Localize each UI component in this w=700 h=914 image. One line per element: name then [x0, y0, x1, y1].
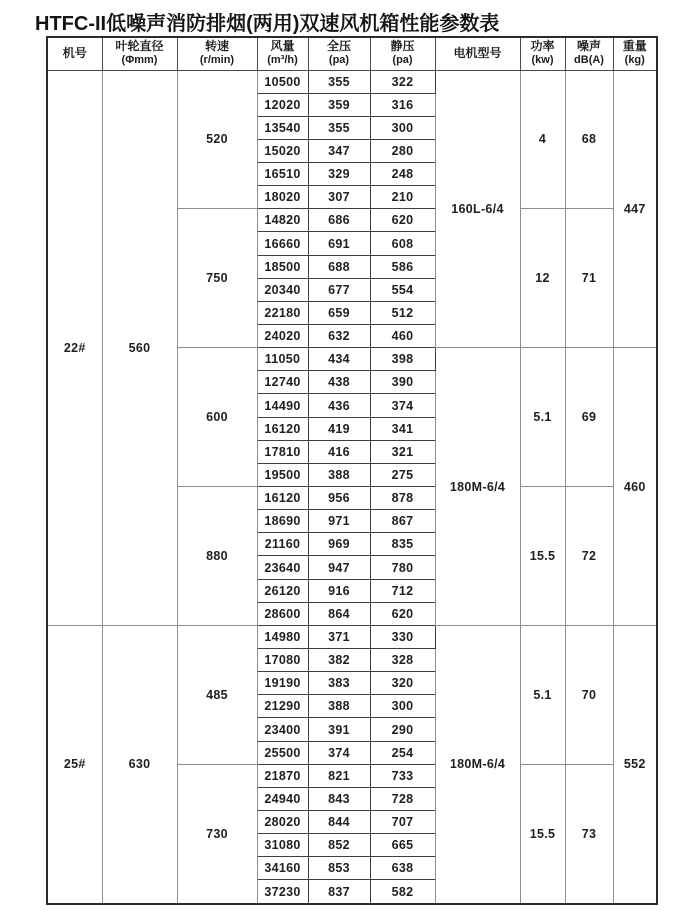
air-volume-cell: 14820: [257, 209, 308, 232]
col-header-label: 功率: [530, 39, 555, 54]
power-cell: 5.1: [520, 625, 565, 764]
air-volume-cell: 18690: [257, 510, 308, 533]
air-volume-cell: 24940: [257, 787, 308, 810]
total-pressure-cell: 355: [308, 116, 370, 139]
total-pressure-cell: 916: [308, 579, 370, 602]
noise-cell: 73: [565, 764, 613, 904]
static-pressure-cell: 341: [370, 417, 435, 440]
air-volume-cell: 18020: [257, 186, 308, 209]
table-row: [47, 70, 657, 93]
static-pressure-cell: 320: [370, 672, 435, 695]
air-volume-cell: 21870: [257, 764, 308, 787]
impeller-diameter-cell: 560: [102, 70, 177, 625]
total-pressure-cell: 419: [308, 417, 370, 440]
air-volume-cell: 16660: [257, 232, 308, 255]
static-pressure-cell: 712: [370, 579, 435, 602]
col-header-unit: (kw): [531, 54, 554, 67]
static-pressure-cell: 835: [370, 533, 435, 556]
col-header-unit: dB(A): [574, 54, 604, 67]
air-volume-cell: 17080: [257, 649, 308, 672]
table-body: [47, 70, 657, 904]
page-title: HTFC-II低噪声消防排烟(两用)双速风机箱性能参数表: [35, 13, 500, 35]
speed-cell: 520: [177, 70, 257, 209]
static-pressure-cell: 608: [370, 232, 435, 255]
air-volume-cell: 16510: [257, 163, 308, 186]
table-header: [47, 37, 657, 70]
air-volume-cell: 28020: [257, 811, 308, 834]
machine-no-cell: 25#: [47, 625, 102, 904]
col-header-label: 机号: [62, 46, 87, 61]
air-volume-cell: 14980: [257, 625, 308, 648]
total-pressure-cell: 686: [308, 209, 370, 232]
col-header-label: 电机型号: [453, 46, 502, 61]
col-header-unit: (kg): [624, 54, 645, 67]
static-pressure-cell: 728: [370, 787, 435, 810]
static-pressure-cell: 330: [370, 625, 435, 648]
speed-cell: 880: [177, 487, 257, 626]
col-header-unit: (r/min): [199, 54, 235, 67]
total-pressure-cell: 374: [308, 741, 370, 764]
noise-cell: 72: [565, 487, 613, 626]
air-volume-cell: 28600: [257, 602, 308, 625]
total-pressure-cell: 438: [308, 371, 370, 394]
static-pressure-cell: 554: [370, 278, 435, 301]
total-pressure-cell: 383: [308, 672, 370, 695]
static-pressure-cell: 460: [370, 325, 435, 348]
static-pressure-cell: 878: [370, 487, 435, 510]
motor-model-cell: 180M-6/4: [435, 625, 520, 904]
static-pressure-cell: 586: [370, 255, 435, 278]
air-volume-cell: 13540: [257, 116, 308, 139]
total-pressure-cell: 359: [308, 93, 370, 116]
static-pressure-cell: 398: [370, 348, 435, 371]
col-header-weight: [613, 37, 657, 70]
total-pressure-cell: 688: [308, 255, 370, 278]
static-pressure-cell: 638: [370, 857, 435, 880]
total-pressure-cell: 355: [308, 70, 370, 93]
total-pressure-cell: 843: [308, 787, 370, 810]
static-pressure-cell: 254: [370, 741, 435, 764]
total-pressure-cell: 434: [308, 348, 370, 371]
air-volume-cell: 18500: [257, 255, 308, 278]
air-volume-cell: 16120: [257, 487, 308, 510]
machine-no-cell: 22#: [47, 70, 102, 625]
air-volume-cell: 10500: [257, 70, 308, 93]
static-pressure-cell: 248: [370, 163, 435, 186]
total-pressure-cell: 821: [308, 764, 370, 787]
weight-cell: 447: [613, 70, 657, 348]
col-header-air-volume: [257, 37, 308, 70]
air-volume-cell: 21160: [257, 533, 308, 556]
total-pressure-cell: 329: [308, 163, 370, 186]
col-header-unit: (Φmm): [121, 54, 158, 67]
static-pressure-cell: 374: [370, 394, 435, 417]
speed-cell: 750: [177, 209, 257, 348]
static-pressure-cell: 582: [370, 880, 435, 904]
power-cell: 5.1: [520, 348, 565, 487]
noise-cell: 70: [565, 625, 613, 764]
total-pressure-cell: 371: [308, 625, 370, 648]
static-pressure-cell: 300: [370, 116, 435, 139]
static-pressure-cell: 210: [370, 186, 435, 209]
total-pressure-cell: 837: [308, 880, 370, 904]
col-header-unit: (pa): [328, 54, 350, 67]
total-pressure-cell: 947: [308, 556, 370, 579]
col-header-unit: (m³/h): [267, 54, 298, 67]
noise-cell: 69: [565, 348, 613, 487]
total-pressure-cell: 677: [308, 278, 370, 301]
power-cell: 4: [520, 70, 565, 209]
col-header-label: 风量: [270, 39, 295, 54]
air-volume-cell: 20340: [257, 278, 308, 301]
static-pressure-cell: 733: [370, 764, 435, 787]
total-pressure-cell: 691: [308, 232, 370, 255]
static-pressure-cell: 300: [370, 695, 435, 718]
air-volume-cell: 26120: [257, 579, 308, 602]
static-pressure-cell: 322: [370, 70, 435, 93]
air-volume-cell: 21290: [257, 695, 308, 718]
power-cell: 15.5: [520, 487, 565, 626]
col-header-power: [520, 37, 565, 70]
col-header-label: 重量: [622, 39, 647, 54]
air-volume-cell: 12020: [257, 93, 308, 116]
total-pressure-cell: 388: [308, 695, 370, 718]
noise-cell: 71: [565, 209, 613, 348]
static-pressure-cell: 665: [370, 834, 435, 857]
col-header-unit: (pa): [392, 54, 413, 67]
static-pressure-cell: 290: [370, 718, 435, 741]
total-pressure-cell: 388: [308, 463, 370, 486]
static-pressure-cell: 707: [370, 811, 435, 834]
air-volume-cell: 23400: [257, 718, 308, 741]
weight-cell: 552: [613, 625, 657, 904]
air-volume-cell: 17810: [257, 440, 308, 463]
air-volume-cell: 22180: [257, 301, 308, 324]
col-header-noise: [565, 37, 613, 70]
col-header-label: 叶轮直径: [115, 39, 164, 54]
col-header-static-pressure: [370, 37, 435, 70]
total-pressure-cell: 969: [308, 533, 370, 556]
static-pressure-cell: 280: [370, 139, 435, 162]
speed-cell: 485: [177, 625, 257, 764]
static-pressure-cell: 780: [370, 556, 435, 579]
air-volume-cell: 14490: [257, 394, 308, 417]
static-pressure-cell: 275: [370, 463, 435, 486]
col-header-machine-no: [47, 37, 102, 70]
static-pressure-cell: 512: [370, 301, 435, 324]
air-volume-cell: 23640: [257, 556, 308, 579]
air-volume-cell: 25500: [257, 741, 308, 764]
total-pressure-cell: 852: [308, 834, 370, 857]
total-pressure-cell: 864: [308, 602, 370, 625]
air-volume-cell: 31080: [257, 834, 308, 857]
static-pressure-cell: 328: [370, 649, 435, 672]
weight-cell: 460: [613, 348, 657, 626]
impeller-diameter-cell: 630: [102, 625, 177, 904]
speed-cell: 600: [177, 348, 257, 487]
motor-model-cell: 160L-6/4: [435, 70, 520, 348]
total-pressure-cell: 659: [308, 301, 370, 324]
air-volume-cell: 15020: [257, 139, 308, 162]
total-pressure-cell: 436: [308, 394, 370, 417]
air-volume-cell: 34160: [257, 857, 308, 880]
noise-cell: 68: [565, 70, 613, 209]
total-pressure-cell: 416: [308, 440, 370, 463]
air-volume-cell: 19500: [257, 463, 308, 486]
fan-spec-table: [46, 36, 658, 905]
total-pressure-cell: 382: [308, 649, 370, 672]
col-header-label: 静压: [390, 39, 415, 54]
static-pressure-cell: 321: [370, 440, 435, 463]
total-pressure-cell: 853: [308, 857, 370, 880]
motor-model-cell: 180M-6/4: [435, 348, 520, 626]
table-row: [47, 625, 657, 648]
air-volume-cell: 11050: [257, 348, 308, 371]
power-cell: 12: [520, 209, 565, 348]
col-header-speed: [177, 37, 257, 70]
air-volume-cell: 16120: [257, 417, 308, 440]
total-pressure-cell: 971: [308, 510, 370, 533]
col-header-label: 转速: [204, 39, 229, 54]
air-volume-cell: 24020: [257, 325, 308, 348]
air-volume-cell: 12740: [257, 371, 308, 394]
header-row: [47, 37, 657, 70]
col-header-impeller-diameter: [102, 37, 177, 70]
static-pressure-cell: 316: [370, 93, 435, 116]
total-pressure-cell: 391: [308, 718, 370, 741]
total-pressure-cell: 307: [308, 186, 370, 209]
static-pressure-cell: 867: [370, 510, 435, 533]
total-pressure-cell: 347: [308, 139, 370, 162]
total-pressure-cell: 956: [308, 487, 370, 510]
total-pressure-cell: 844: [308, 811, 370, 834]
total-pressure-cell: 632: [308, 325, 370, 348]
col-header-label: 噪声: [576, 39, 601, 54]
power-cell: 15.5: [520, 764, 565, 904]
static-pressure-cell: 390: [370, 371, 435, 394]
col-header-motor-model: [435, 37, 520, 70]
static-pressure-cell: 620: [370, 209, 435, 232]
static-pressure-cell: 620: [370, 602, 435, 625]
speed-cell: 730: [177, 764, 257, 904]
air-volume-cell: 19190: [257, 672, 308, 695]
col-header-label: 全压: [326, 39, 351, 54]
air-volume-cell: 37230: [257, 880, 308, 904]
col-header-total-pressure: [308, 37, 370, 70]
